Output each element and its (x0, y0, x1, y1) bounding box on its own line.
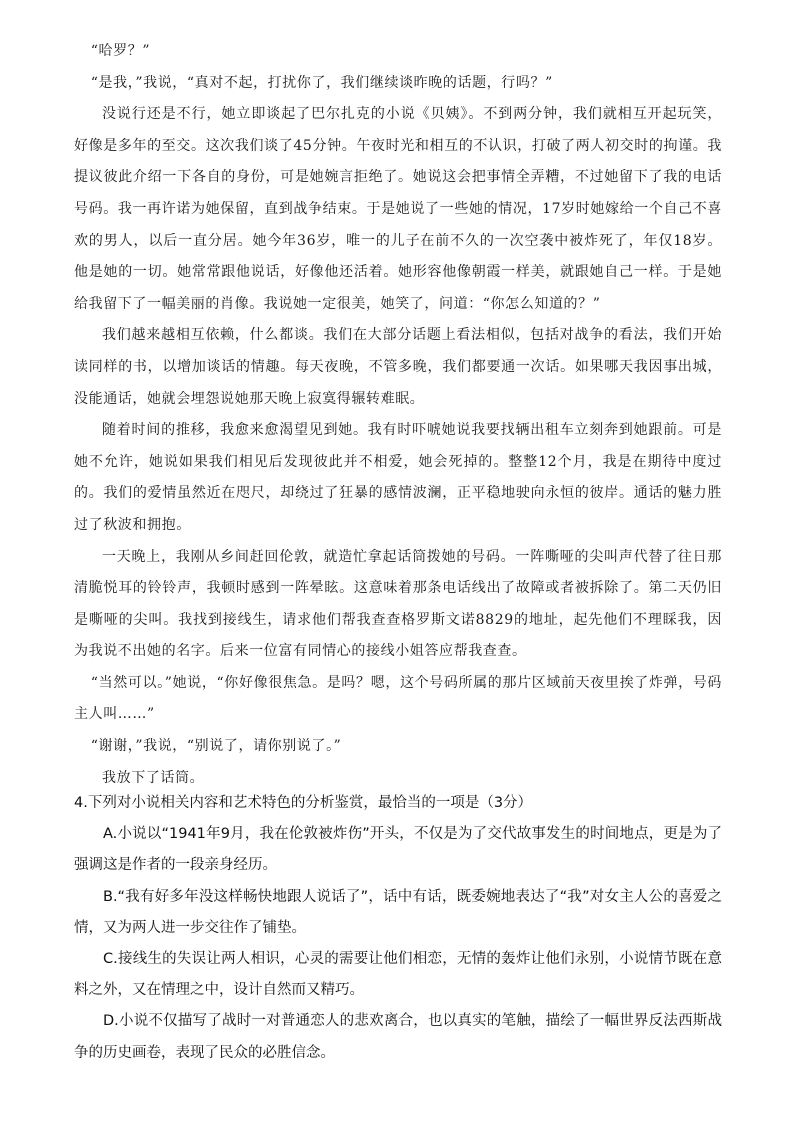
story-paragraph: 我们越来越相互依赖，什么都谈。我们在大部分话题上看法相似，包括对战争的看法，我们开始读同样的书，以增加谈话的情趣。每天夜晚，不管多晚，我们都要通一次话。如果哪天我因事出城，没能通话，她就会埋怨说她那天晚上寂寞得辗转难眠。 (74, 327, 722, 407)
story-paragraph: 随着时间的推移，我愈来愈渴望见到她。我有时吓唬她说我要找辆出租车立刻奔到她跟前。可是她不允许，她说如果我们相见后发现彼此并不相爱，她会死掉的。整整12个月，我是在期待中度过的。我们的爱情虽然近在咫尺，却绕过了狂暴的感情波澜，正平稳地驶向永恒的彼岸。通话的魅力胜过了秋波和拥抱。 (74, 422, 722, 533)
question-4 (74, 788, 722, 1069)
option-a: A.小说以“1941年9月，我在伦敦被炸伤”开头，不仅是为了交代故事发生的时间地点，更是为了强调这是作者的一段亲身经历。 (74, 826, 722, 874)
story-paragraph: 我放下了话筒。 (102, 769, 205, 786)
story-paragraph: 一天晚上，我刚从乡间赶回伦敦，就造忙拿起话筒拨她的号码。一阵嘶哑的尖叫声代替了往日那清脆悦耳的铃铃声，我顿时感到一阵晕眩。这意味着那条电话线出了故障或者被拆除了。第二天仍旧是嘶哑的尖叫。我找到接线生，请求他们帮我查查格罗斯文诺8829的地址，起先他们不理睬我，因为我说不出她的名字。后来一位富有同情心的接线小姐答应帮我查查。 (74, 548, 722, 660)
story-paragraph: “谢谢，”我说，“别说了，请你别说了。” (90, 738, 342, 755)
option-b: B.“我有好多年没这样畅快地跟人说话了”，话中有话，既委婉地表达了“我”对女主人公的喜爱之情，又为两人进一步交往作了铺垫。 (74, 888, 722, 936)
story-paragraph: “当然可以。”她说，“你好像很焦急。是吗？嗯，这个号码所属的那片区域前天夜里挨了炸弹，号码主人叫……” (74, 674, 722, 723)
story-paragraph: “是我，”我说，“真对不起，打扰你了，我们继续谈昨晚的话题，行吗？” (90, 74, 553, 91)
story-paragraph: 没说行还是不行，她立即谈起了巴尔扎克的小说《贝姨》。不到两分钟，我们就相互开起玩笑，好像是多年的至交。这次我们谈了45分钟。午夜时光和相互的不认识，打破了两人初交时的拘谨。我提议彼此介绍一下各自的身份，可是她婉言拒绝了。她说这会把事情全弄糟，不过她留下了我的电话号码。我一再许诺为她保留，直到战争结束。于是她说了一些她的情况，17岁时她嫁给一个自己不喜欢的男人，以后一直分居。她今年36岁，唯一的儿子在前不久的一次空袭中被炸死了，年仅18岁。他是她的一切。她常常跟他说话，好像他还活着。她形容他像朝霞一样美，就跟她自己一样。于是她给我留下了一幅美丽的肖像。我说她一定很美，她笑了，问道：“你怎么知道的？” (74, 106, 722, 312)
option-d: D.小说不仅描写了战时一对普通恋人的悲欢离合，也以真实的笔触，描绘了一幅世界反法西斯战争的历史画卷，表现了民众的必胜信念。 (74, 1013, 722, 1061)
question-stem: 4.下列对小说相关内容和艺术特色的分析鉴赏，最恰当的一项是（3分） (74, 795, 533, 811)
story-paragraph: “哈罗？” (90, 43, 151, 59)
option-c: C.接线生的失误让两人相识，心灵的需要让他们相恋，无情的轰炸让他们永别，小说情节既在意料之外，又在情理之中，设计自然而又精巧。 (74, 951, 722, 999)
story-excerpt (74, 36, 722, 794)
